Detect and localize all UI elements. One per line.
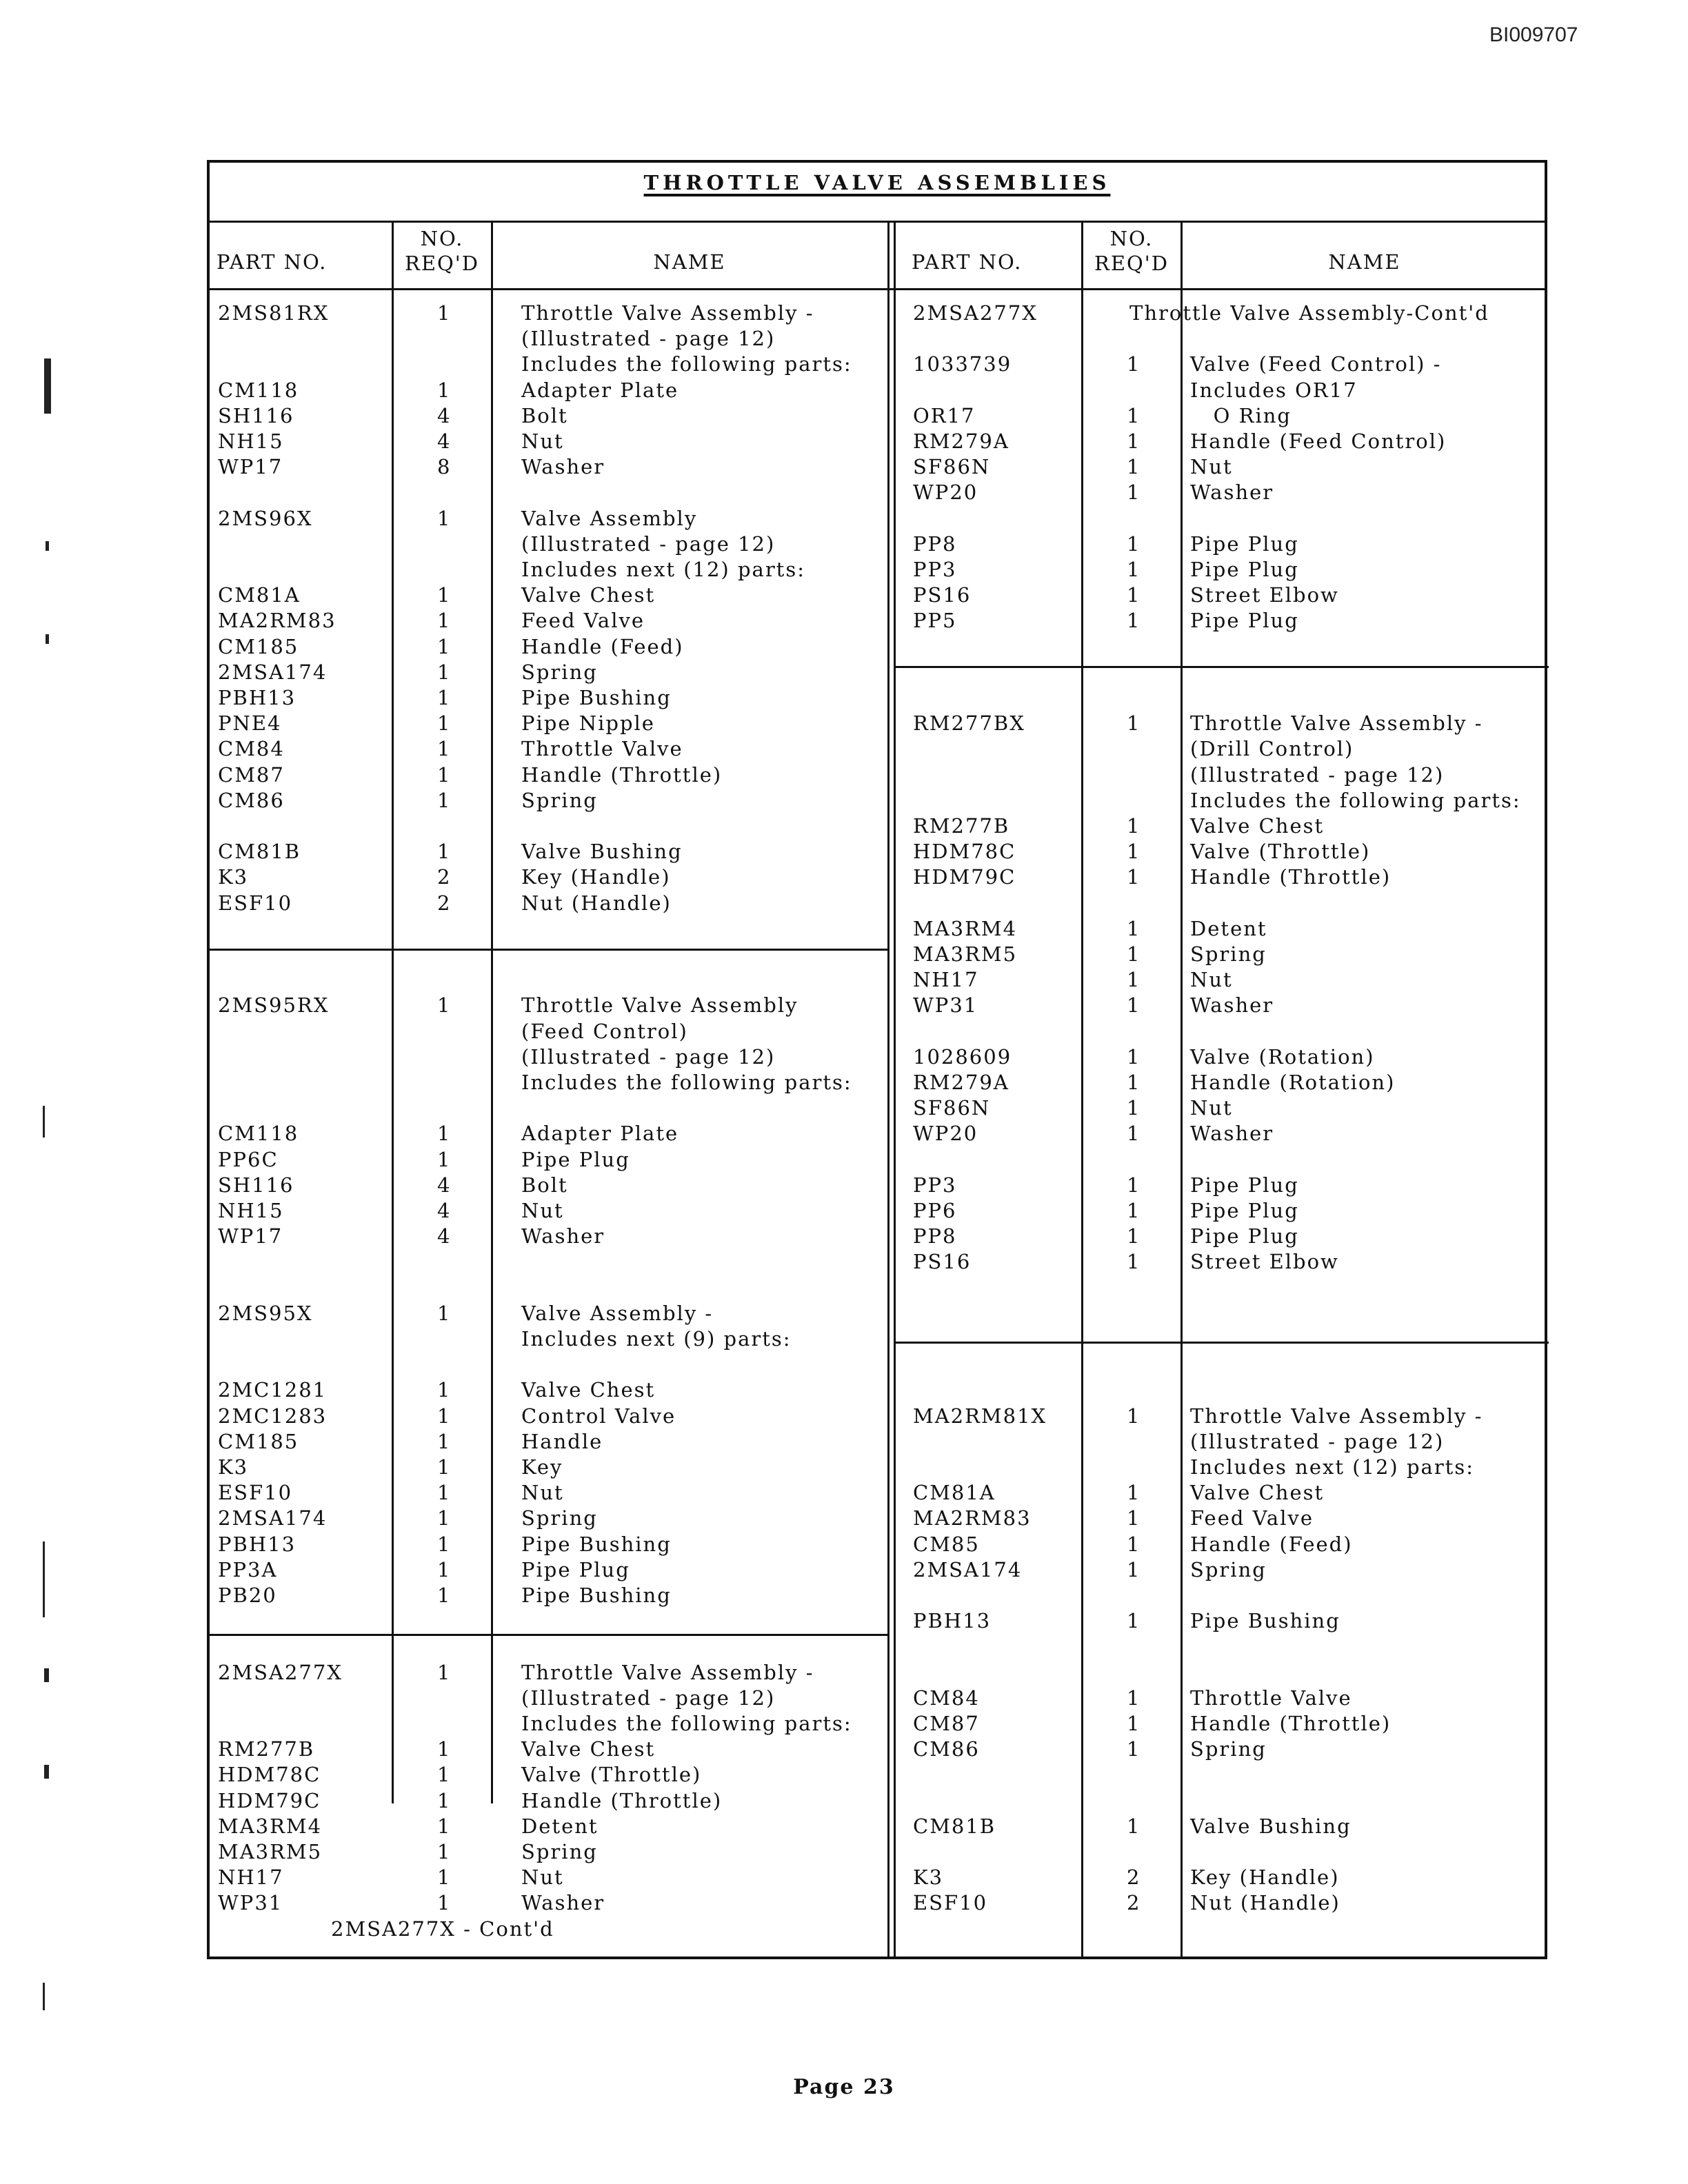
part-name: (Illustrated - page 12)	[1190, 1429, 1445, 1453]
part-name: Handle (Feed)	[521, 634, 684, 658]
part-name: Throttle Valve Assembly -	[521, 1660, 814, 1684]
scan-mark	[44, 1765, 49, 1779]
qty: 1	[1127, 532, 1141, 556]
part-name: Nut (Handle)	[521, 891, 672, 915]
part-name: (Drill Control)	[1190, 737, 1354, 761]
qty: 1	[1127, 403, 1141, 427]
scan-mark	[44, 1668, 49, 1682]
part-no: CM84	[218, 737, 285, 761]
qty: 4	[437, 429, 452, 453]
part-name: Control Valve	[521, 1404, 676, 1428]
part-name: Pipe Plug	[1190, 1173, 1299, 1197]
table-title	[210, 163, 1545, 221]
part-no: PP5	[913, 609, 957, 633]
qty: 1	[437, 1404, 452, 1428]
part-name: Key (Handle)	[1190, 1866, 1340, 1890]
part-no: RM279A	[913, 429, 1009, 453]
part-no: 2MS96X	[218, 506, 313, 530]
qty: 1	[1127, 1071, 1141, 1094]
qty: 1	[437, 1429, 452, 1453]
part-name: Valve Chest	[1190, 1481, 1325, 1505]
part-no: PP3	[913, 558, 957, 581]
qty: 1	[437, 583, 452, 607]
part-no: 2MC1283	[218, 1404, 328, 1428]
part-name: Includes the following parts:	[521, 352, 852, 376]
part-name: Washer	[521, 455, 605, 479]
part-name: Handle (Rotation)	[1190, 1071, 1396, 1094]
part-no: RM279A	[913, 1071, 1009, 1094]
qty: 1	[437, 737, 452, 761]
part-name: Pipe Bushing	[521, 1532, 672, 1556]
part-no: CM81B	[218, 840, 301, 864]
qty: 4	[437, 403, 452, 427]
qty: 1	[1127, 1686, 1141, 1710]
part-name: Washer	[521, 1224, 605, 1248]
right-section-divider-1	[895, 666, 1549, 668]
header-part-no-left: PART NO.	[217, 250, 328, 274]
qty: 1	[1127, 1173, 1141, 1197]
part-no: NH17	[218, 1866, 284, 1890]
part-no: 2MS81RX	[218, 301, 330, 325]
part-name: Bolt	[521, 403, 568, 427]
qty: 2	[1127, 1866, 1141, 1890]
qty: 1	[1127, 1814, 1141, 1838]
part-no: WP17	[218, 455, 283, 479]
qty: 2	[437, 891, 452, 915]
qty: 1	[1127, 968, 1141, 992]
part-no: 2MSA174	[218, 660, 328, 684]
part-no: 1028609	[913, 1044, 1012, 1069]
part-name: Key (Handle)	[521, 865, 671, 889]
part-no: SH116	[218, 403, 294, 427]
part-name: Throttle Valve Assembly -	[1190, 711, 1483, 736]
part-name: Handle	[521, 1429, 603, 1453]
left-section-divider-2	[210, 1634, 888, 1636]
qty: 1	[437, 1737, 452, 1761]
part-no: PNE4	[218, 711, 282, 736]
qty: 4	[437, 1224, 452, 1248]
part-no: 2MSA277X	[218, 1660, 343, 1684]
part-no: PBH13	[218, 1532, 297, 1556]
part-no: HDM79C	[218, 1788, 321, 1812]
part-no: MA3RM4	[913, 916, 1018, 940]
part-name: Spring	[521, 1506, 598, 1530]
part-no: HDM78C	[218, 1763, 321, 1787]
header-no-reqd-right: NO. REQ'D	[1094, 227, 1169, 275]
part-name: Throttle Valve	[1190, 1686, 1352, 1710]
qty: 1	[1127, 1044, 1141, 1069]
left-section-divider-1	[210, 949, 888, 951]
part-name: Includes OR17	[1190, 378, 1358, 402]
part-no: WP20	[913, 1122, 978, 1146]
qty: 4	[437, 1173, 452, 1197]
qty: 1	[1127, 558, 1141, 581]
part-name: Detent	[1190, 916, 1267, 940]
part-no: PP6C	[218, 1147, 279, 1171]
part-name: (Illustrated - page 12)	[521, 327, 776, 351]
part-name: O Ring	[1190, 403, 1292, 427]
part-name: Includes next (12) parts:	[1190, 1455, 1474, 1479]
qty: 1	[1127, 481, 1141, 505]
qty: 1	[1127, 993, 1141, 1018]
part-name: Valve Chest	[521, 1378, 656, 1402]
left-continued-note: 2MSA277X - Cont'd	[331, 1917, 554, 1941]
part-name: Valve (Feed Control) -	[1190, 352, 1442, 376]
part-name: Valve Chest	[521, 1737, 656, 1761]
part-name: (Illustrated - page 12)	[521, 1044, 776, 1069]
part-name: Pipe Bushing	[1190, 1609, 1340, 1633]
qty: 1	[1127, 711, 1141, 736]
part-no: CM118	[218, 1122, 299, 1146]
part-no: SF86N	[913, 1096, 991, 1120]
left-col-divider-1	[392, 221, 394, 1803]
part-name: Adapter Plate	[521, 1122, 679, 1146]
part-no: MA3RM4	[218, 1814, 323, 1838]
part-name: Nut	[521, 1866, 564, 1890]
part-no: K3	[218, 865, 249, 889]
qty: 1	[437, 1481, 452, 1505]
part-name: Spring	[521, 788, 598, 812]
part-no: MA3RM5	[913, 942, 1018, 966]
part-no: PP8	[913, 1224, 957, 1248]
part-name: Throttle Valve	[521, 737, 683, 761]
center-divider-a	[887, 221, 890, 1959]
part-no: NH15	[218, 429, 284, 453]
qty: 1	[437, 1814, 452, 1838]
part-no: CM85	[913, 1532, 980, 1556]
part-no: 2MSA174	[218, 1506, 328, 1530]
part-name: Throttle Valve Assembly -	[1190, 1404, 1483, 1428]
qty: 1	[437, 993, 452, 1018]
qty: 1	[437, 1532, 452, 1556]
qty: 1	[437, 1378, 452, 1402]
part-no: MA2RM81X	[913, 1404, 1047, 1428]
part-no: CM86	[913, 1737, 980, 1761]
part-name: Feed Valve	[521, 609, 645, 633]
header-divider	[210, 288, 1545, 290]
qty: 1	[437, 378, 452, 402]
qty: 1	[1127, 1557, 1141, 1581]
part-no: 2MSA174	[913, 1557, 1023, 1581]
part-name: Nut (Handle)	[1190, 1891, 1340, 1915]
part-no: ESF10	[218, 891, 293, 915]
part-no: WP31	[218, 1891, 283, 1915]
qty: 1	[437, 1840, 452, 1863]
part-no: RM277B	[913, 814, 1010, 838]
part-no: 2MSA277X	[913, 301, 1038, 325]
part-name: (Illustrated - page 12)	[1190, 762, 1445, 787]
header-part-no-right: PART NO.	[912, 250, 1023, 274]
part-no: PS16	[913, 583, 972, 607]
header-no-reqd-left: NO. REQ'D	[404, 227, 479, 275]
part-no: PS16	[913, 1250, 972, 1274]
scan-mark	[46, 634, 49, 644]
scan-mark	[43, 1541, 45, 1617]
part-name: Valve Assembly	[521, 506, 698, 530]
part-name: Handle (Throttle)	[521, 1788, 723, 1812]
part-name: Feed Valve	[1190, 1506, 1314, 1530]
part-no: CM87	[913, 1712, 980, 1735]
part-no: PBH13	[913, 1609, 992, 1633]
part-name: Washer	[521, 1891, 605, 1915]
qty: 1	[437, 1891, 452, 1915]
qty: 1	[437, 1763, 452, 1787]
part-no: 2MS95RX	[218, 993, 330, 1018]
qty: 1	[437, 1301, 452, 1325]
part-name: Valve Chest	[1190, 814, 1325, 838]
part-name: Washer	[1190, 993, 1274, 1018]
qty: 1	[1127, 1224, 1141, 1248]
part-name: Pipe Nipple	[521, 711, 655, 736]
part-no: NH17	[913, 968, 979, 992]
qty: 1	[1127, 1609, 1141, 1633]
qty: 1	[1127, 1481, 1141, 1505]
part-no: HDM78C	[913, 840, 1016, 864]
part-name: Includes next (9) parts:	[521, 1327, 792, 1351]
part-no: K3	[913, 1866, 944, 1890]
part-name: (Illustrated - page 12)	[521, 1686, 776, 1710]
part-name: Valve (Rotation)	[1190, 1044, 1375, 1069]
part-no: HDM79C	[913, 865, 1016, 889]
part-name: Washer	[1190, 1122, 1274, 1146]
part-no: OR17	[913, 403, 976, 427]
part-name: Spring	[1190, 1737, 1267, 1761]
qty: 1	[1127, 1532, 1141, 1556]
qty: 1	[437, 609, 452, 633]
qty: 1	[437, 1506, 452, 1530]
part-no: PP3A	[218, 1557, 278, 1581]
qty: 1	[1127, 1096, 1141, 1120]
part-name: Valve Assembly -	[521, 1301, 714, 1325]
part-name: Includes next (12) parts:	[521, 558, 805, 581]
qty: 1	[437, 1147, 452, 1171]
part-no: ESF10	[913, 1891, 988, 1915]
part-no: 2MS95X	[218, 1301, 313, 1325]
document-id: BI009707	[1489, 23, 1578, 46]
qty: 2	[1127, 1891, 1141, 1915]
part-no: CM118	[218, 378, 299, 402]
qty: 1	[437, 301, 452, 325]
part-no: NH15	[218, 1199, 284, 1222]
qty: 1	[437, 762, 452, 787]
part-name: Handle (Throttle)	[521, 762, 723, 787]
qty: 1	[1127, 916, 1141, 940]
title-divider	[210, 221, 1545, 223]
part-name: Adapter Plate	[521, 378, 679, 402]
part-no: WP20	[913, 481, 978, 505]
part-name: Street Elbow	[1190, 583, 1339, 607]
qty: 1	[437, 1455, 452, 1479]
part-no: PP3	[913, 1173, 957, 1197]
qty: 1	[437, 686, 452, 709]
qty: 1	[437, 660, 452, 684]
qty: 1	[1127, 352, 1141, 376]
part-no: 1033739	[913, 352, 1012, 376]
part-no: CM185	[218, 634, 299, 658]
part-name: Includes the following parts:	[521, 1712, 852, 1735]
qty: 1	[1127, 942, 1141, 966]
part-name: Nut	[1190, 1096, 1233, 1120]
qty: 1	[1127, 840, 1141, 864]
table-title-text: THROTTLE VALVE ASSEMBLIES	[643, 171, 1111, 194]
part-no: SH116	[218, 1173, 294, 1197]
part-name: Bolt	[521, 1173, 568, 1197]
qty: 1	[1127, 1250, 1141, 1274]
header-name-right: NAME	[1328, 250, 1401, 274]
part-name: Handle (Feed)	[1190, 1532, 1353, 1556]
qty: 1	[1127, 1122, 1141, 1146]
qty: 1	[437, 1788, 452, 1812]
qty: 1	[1127, 609, 1141, 633]
part-name: Detent	[521, 1814, 599, 1838]
part-name: Spring	[1190, 942, 1267, 966]
header-name-left: NAME	[653, 250, 726, 274]
qty: 1	[437, 788, 452, 812]
qty: 1	[1127, 1737, 1141, 1761]
part-name: Pipe Plug	[1190, 558, 1299, 581]
part-no: CM81B	[913, 1814, 996, 1838]
part-name: Nut	[521, 1481, 564, 1505]
qty: 1	[437, 1557, 452, 1581]
part-name: Nut	[521, 1199, 564, 1222]
part-name: Pipe Plug	[521, 1557, 630, 1581]
qty: 1	[437, 506, 452, 530]
part-name: Pipe Plug	[1190, 532, 1299, 556]
qty: 1	[1127, 1712, 1141, 1735]
part-name: Spring	[1190, 1557, 1267, 1581]
part-no: MA2RM83	[913, 1506, 1032, 1530]
part-no: RM277B	[218, 1737, 315, 1761]
qty: 1	[1127, 1199, 1141, 1222]
qty: 1	[437, 1866, 452, 1890]
qty: 1	[437, 1584, 452, 1607]
part-no: PP6	[913, 1199, 957, 1222]
part-name: Pipe Bushing	[521, 686, 672, 709]
qty: 4	[437, 1199, 452, 1222]
part-name: Handle (Throttle)	[1190, 865, 1391, 889]
qty: 8	[437, 455, 452, 479]
part-name: Pipe Bushing	[521, 1584, 672, 1607]
qty: 1	[437, 634, 452, 658]
part-no: CM87	[218, 762, 285, 787]
scan-mark	[46, 541, 49, 551]
part-name: Throttle Valve Assembly -	[521, 301, 814, 325]
part-name: Pipe Plug	[521, 1147, 630, 1171]
part-name: Handle (Feed Control)	[1190, 429, 1447, 453]
part-name: Spring	[521, 660, 598, 684]
part-name: Includes the following parts:	[1190, 788, 1521, 812]
part-name: Pipe Plug	[1190, 1199, 1299, 1222]
center-divider-b	[894, 221, 896, 1959]
part-no: WP17	[218, 1224, 283, 1248]
part-no: SF86N	[913, 455, 991, 479]
qty: 1	[1127, 1506, 1141, 1530]
part-no: PB20	[218, 1584, 277, 1607]
part-name: Handle (Throttle)	[1190, 1712, 1391, 1735]
part-no: CM81A	[913, 1481, 996, 1505]
part-name: Valve Bushing	[1190, 1814, 1352, 1838]
qty: 1	[1127, 865, 1141, 889]
right-col-divider-1	[1081, 221, 1083, 1959]
part-name: (Illustrated - page 12)	[521, 532, 776, 556]
scan-mark	[44, 358, 51, 414]
left-col-divider-2	[491, 221, 493, 1803]
qty: 2	[437, 865, 452, 889]
qty: 1	[1127, 583, 1141, 607]
part-no: 2MC1281	[218, 1378, 328, 1402]
part-name: Valve Bushing	[521, 840, 683, 864]
part-no: ESF10	[218, 1481, 293, 1505]
qty: 1	[437, 840, 452, 864]
part-no: CM81A	[218, 583, 301, 607]
part-name: (Feed Control)	[521, 1019, 688, 1043]
part-no: MA2RM83	[218, 609, 336, 633]
part-no: MA3RM5	[218, 1840, 323, 1863]
part-no: WP31	[913, 993, 978, 1018]
part-name: Key	[521, 1455, 563, 1479]
qty: 1	[1127, 1404, 1141, 1428]
part-no: CM86	[218, 788, 285, 812]
right-col-divider-2	[1180, 221, 1183, 1959]
qty: 1	[1127, 455, 1141, 479]
qty: 1	[1127, 814, 1141, 838]
page-number: Page 23	[793, 2075, 895, 2099]
part-name: Nut	[521, 429, 564, 453]
qty: 1	[437, 1660, 452, 1684]
part-no: CM185	[218, 1429, 299, 1453]
parts-table	[207, 160, 1547, 1959]
part-name: Valve Chest	[521, 583, 656, 607]
qty: 1	[437, 711, 452, 736]
part-name: Valve (Throttle)	[1190, 840, 1371, 864]
part-name: Throttle Valve Assembly-Cont'd	[1129, 301, 1489, 325]
scan-mark	[43, 1983, 45, 2010]
right-section-divider-2	[895, 1342, 1549, 1344]
part-name: Nut	[1190, 455, 1233, 479]
qty: 1	[437, 1122, 452, 1146]
qty: 1	[1127, 429, 1141, 453]
part-name: Nut	[1190, 968, 1233, 992]
part-no: PP8	[913, 532, 957, 556]
scan-mark	[43, 1106, 45, 1138]
part-no: RM277BX	[913, 711, 1025, 736]
part-name: Valve (Throttle)	[521, 1763, 702, 1787]
part-name: Pipe Plug	[1190, 609, 1299, 633]
part-name: Spring	[521, 1840, 598, 1863]
part-name: Includes the following parts:	[521, 1071, 852, 1094]
part-no: K3	[218, 1455, 249, 1479]
part-no: PBH13	[218, 686, 297, 709]
part-name: Street Elbow	[1190, 1250, 1339, 1274]
part-name: Pipe Plug	[1190, 1224, 1299, 1248]
part-name: Washer	[1190, 481, 1274, 505]
part-name: Throttle Valve Assembly	[521, 993, 798, 1018]
part-no: CM84	[913, 1686, 980, 1710]
